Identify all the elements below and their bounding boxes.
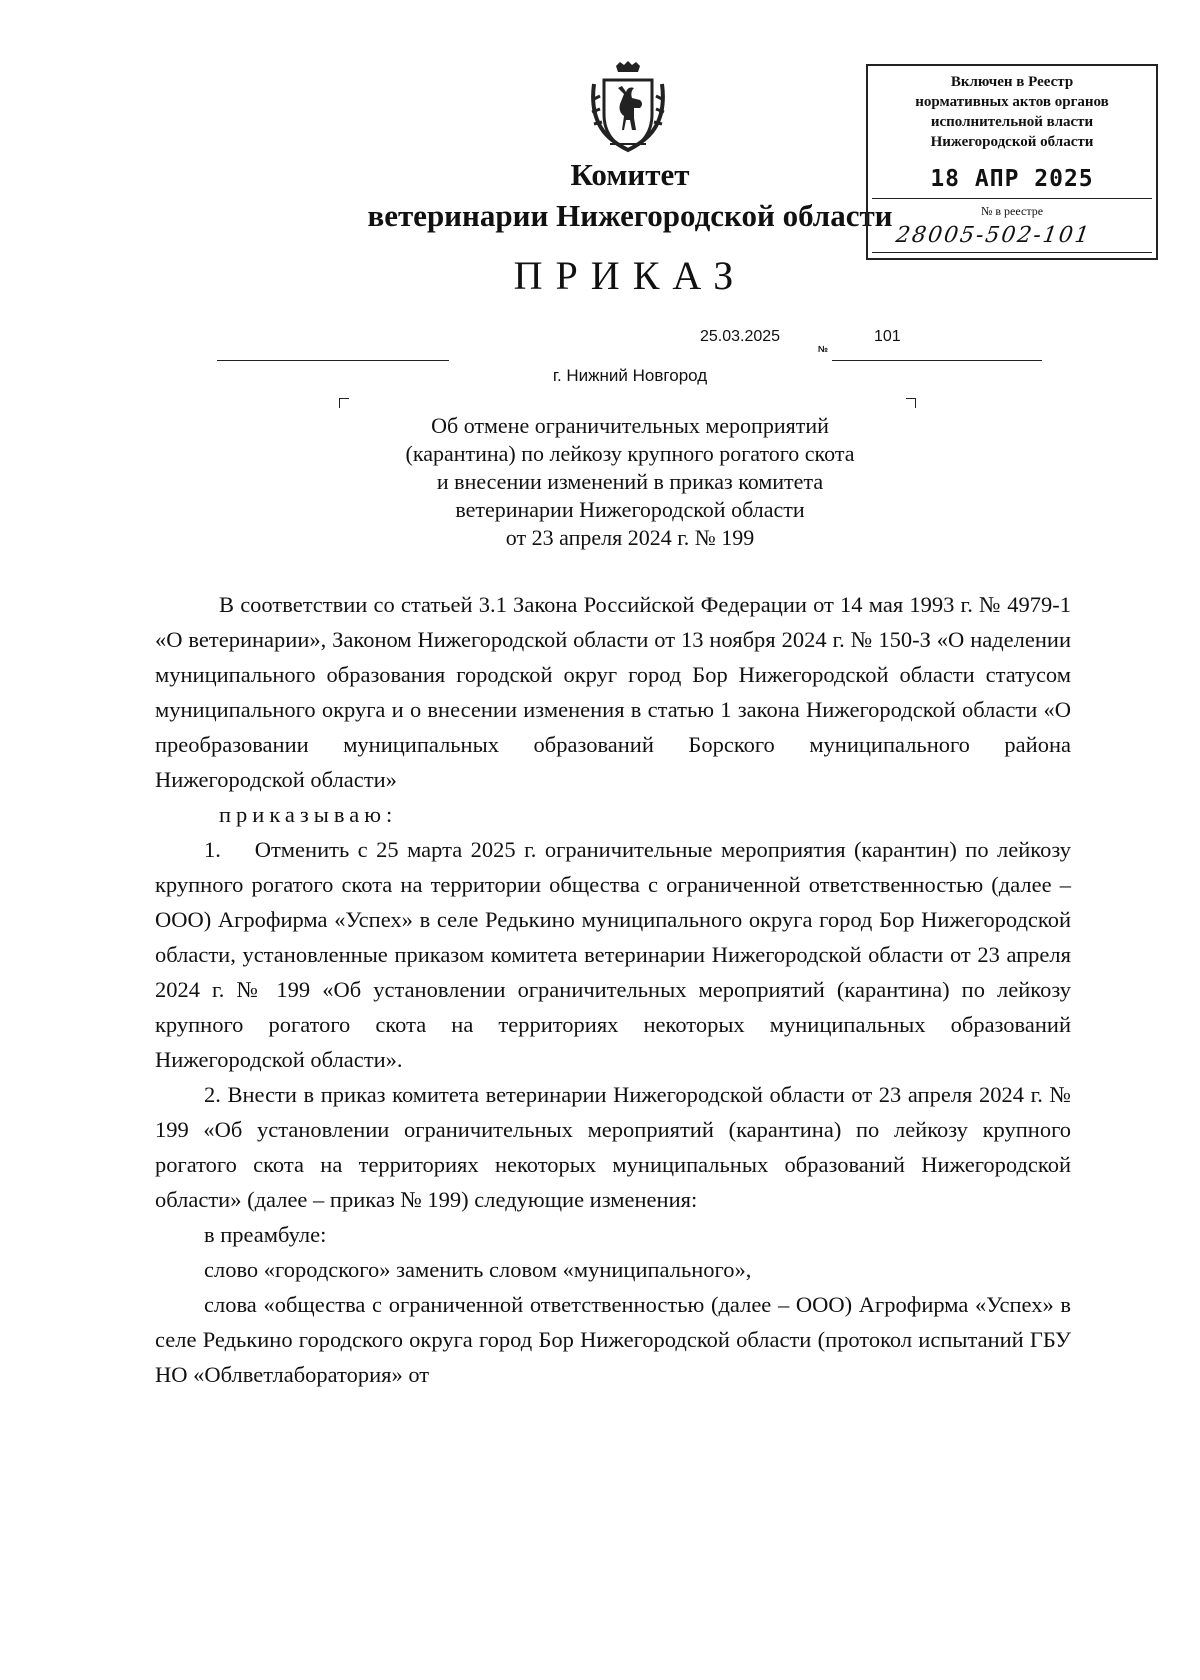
stamp-line1: Включен в Реестр: [950, 74, 1074, 90]
organization-name-line1: Комитет: [570, 157, 690, 192]
stamp-registry-number: 28005-502-101: [894, 223, 1093, 248]
stamp-line4: Нижегородской области: [930, 134, 1094, 150]
order-body: [155, 587, 1071, 1392]
subject-line: Об отмене ограничительных мероприятий: [431, 413, 829, 438]
change-item-1: слово «городского» заменить словом «муниципального»,: [204, 1257, 752, 1282]
organization-name-line2: ветеринарии Нижегородской области: [367, 198, 893, 233]
stamp-registry-label: № в реестре: [980, 204, 1044, 218]
order-number-label: №: [818, 344, 829, 354]
preamble-change-heading: в преамбуле:: [204, 1222, 327, 1247]
coat-of-arms-icon: [588, 60, 668, 156]
stamp-bottom-rule: [872, 252, 1152, 253]
subject-line: от 23 апреля 2024 г. № 199: [505, 525, 755, 550]
stamp-line2: нормативных актов органов: [915, 94, 1109, 110]
order-item-1: 1. Отменить с 25 марта 2025 г. ограничительные мероприятия (карантин) по лейкозу крупного рогатого скота на территории общества с ограниченной ответственностью (далее – ООО) Агрофирма «Успех» в селе Редькино муниципального округа город Бор Нижегородской области, установленные приказом комитета ветеринарии Нижегородской области от 23 апреля 2024 г. № 199 «Об установлении ограничительных мероприятий (карантина) по лейкозу крупного рогатого скота на территориях некоторых муниципальных образований Нижегородской области».: [155, 837, 1071, 1072]
order-date: 25.03.2025: [700, 328, 781, 345]
stamp-divider: [872, 198, 1152, 199]
subject-corner-mark-left: [339, 398, 349, 408]
stamp-line3: исполнительной власти: [930, 114, 1094, 130]
order-word: приказываю:: [219, 802, 398, 827]
city: г. Нижний Новгород: [552, 366, 708, 385]
order-subject: [300, 412, 960, 552]
subject-corner-mark-right: [906, 398, 916, 408]
change-item-2: слова «общества с ограниченной ответственностью (далее – ООО) Агрофирма «Успех» в селе Редькино городского округа город Бор Нижегородской области (протокол испытаний ГБУ НО «Облветлаборатория» от: [155, 1292, 1071, 1387]
order-number: 101: [874, 328, 901, 345]
subject-line: ветеринарии Нижегородской области: [455, 497, 805, 522]
document-type-title: ПРИКАЗ: [513, 253, 747, 298]
order-item-2: 2. Внести в приказ комитета ветеринарии Нижегородской области от 23 апреля 2024 г. № 199 «Об установлении ограничительных мероприятий (карантина) по лейкозу крупного рогатого скота на территориях некоторых муниципальных образований Нижегородской области» (далее – приказ № 199) следующие изменения:: [155, 1082, 1071, 1212]
registry-stamp: [866, 64, 1158, 260]
stamp-registration-date: 18 АПР 2025: [930, 166, 1094, 192]
preamble-paragraph: В соответствии со статьей 3.1 Закона Российской Федерации от 14 мая 1993 г. № 4979-1 «О ветеринарии», Законом Нижегородской области от 13 ноября 2024 г. № 150-З «О наделении муниципального образования городской округ город Бор Нижегородской области статусом муниципального округа и о внесении изменения в статью 1 закона Нижегородской области «О преобразовании муниципальных образований Борского муниципального района Нижегородской области»: [155, 592, 1071, 792]
number-underline: [832, 360, 1042, 361]
date-underline: [217, 360, 449, 361]
subject-line: и внесении изменений в приказ комитета: [436, 469, 824, 494]
subject-line: (карантина) по лейкозу крупного рогатого скота: [405, 441, 855, 466]
